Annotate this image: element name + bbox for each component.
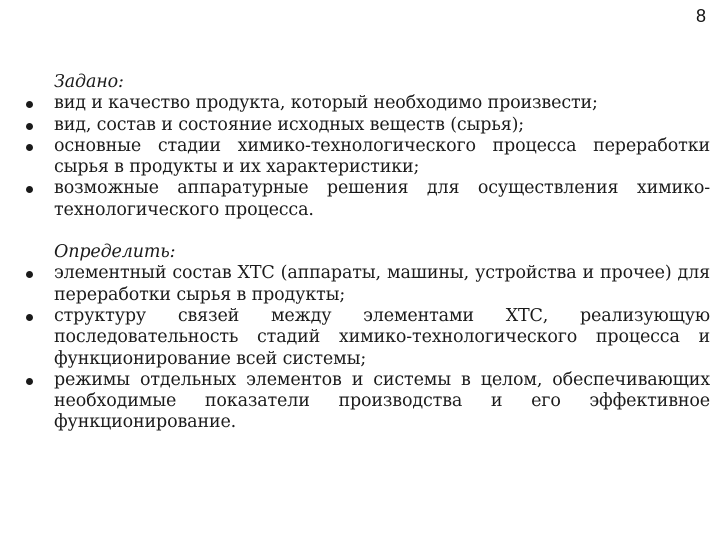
- list-item-text: элементный состав ХТС (аппараты, машины, устройства и прочее) для переработки сырья в продукты;: [54, 263, 710, 305]
- list-item: [22, 263, 710, 306]
- bullet-icon: [26, 144, 33, 151]
- list-item: [22, 370, 710, 434]
- list-item-text: вид, состав и состояние исходных веществ (сырья);: [54, 114, 525, 135]
- list-item: [22, 93, 710, 114]
- bullet-icon: [26, 378, 33, 385]
- list-item-text: возможные аппаратурные решения для осуществления химико-технологического процесса.: [54, 178, 710, 220]
- determine-heading: Определить:: [54, 242, 176, 263]
- page-number: 8: [695, 6, 706, 26]
- given-heading: Задано:: [54, 72, 124, 92]
- slide-content: [22, 72, 710, 434]
- list-item: [22, 306, 710, 370]
- bullet-icon: [26, 314, 33, 321]
- list-item-text: основные стадии химико-технологического процесса переработки сырья в продукты и их характеристики;: [54, 135, 710, 178]
- determine-list: [22, 263, 710, 433]
- list-item: [22, 136, 710, 179]
- list-item-text: структуру связей между элементами ХТС, реализующую последовательность стадий химико-технологического процесса и функционирование всей системы;: [54, 305, 710, 369]
- bullet-icon: [26, 101, 33, 108]
- bullet-icon: [26, 271, 33, 278]
- given-list: [22, 93, 710, 221]
- list-item: [22, 115, 710, 136]
- list-item: [22, 178, 710, 221]
- bullet-icon: [26, 186, 33, 193]
- list-item-text: вид и качество продукта, который необходимо произвести;: [54, 93, 598, 114]
- bullet-icon: [26, 123, 33, 130]
- list-item-text: режимы отдельных элементов и системы в целом, обеспечивающих необходимые показатели производства и его эффективное функционирование.: [54, 369, 710, 433]
